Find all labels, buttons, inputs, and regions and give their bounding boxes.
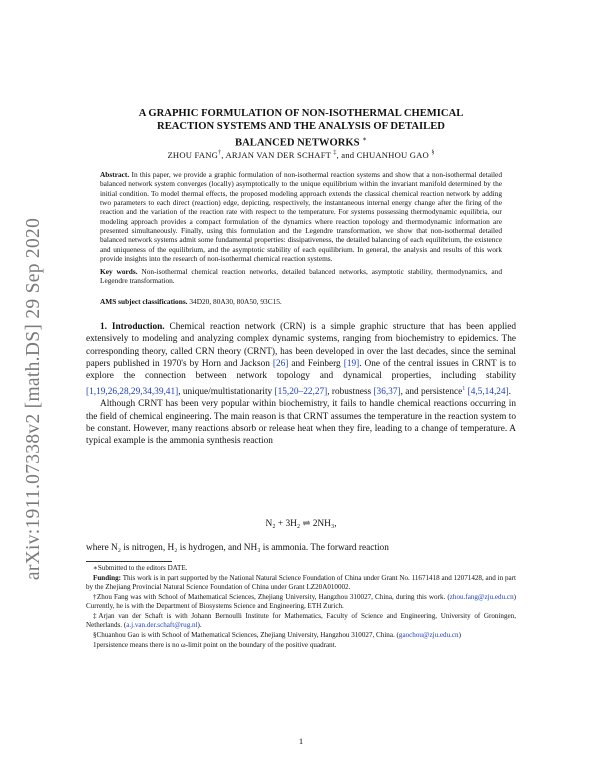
title-line-3-text: BALANCED NETWORKS — [235, 137, 360, 149]
intro-text: , and persistence — [400, 386, 463, 397]
title-line-1: A GRAPHIC FORMULATION OF NON-ISOTHERMAL CHEMICAL — [138, 108, 464, 119]
footnotes — [86, 564, 516, 650]
keywords-label: Key words. — [100, 267, 138, 276]
ams-text: 34D20, 80A30, 80A50, 93C15. — [189, 297, 282, 306]
author-1: ZHOU FANG — [167, 150, 219, 160]
email-link[interactable]: gaochou@zju.edu.cn — [398, 630, 459, 639]
citation-link[interactable]: [4,5,14,24] — [467, 386, 509, 397]
abstract-text: In this paper, we provide a graphic formulation of non-isothermal reaction systems and show that a non-isothermal detailed balanced network system converges (locally) asymptotically to the unique equilibrium within the invariant manifold determined by the initial condition. To model thermal effects, the proposed modeling approach extends the classical chemical reaction network by adding two parameters to each direct (reaction) edge, depicting, respectively, the instantaneous internal energy change after the firing of the reaction and the variation of the reaction rate with respect to the temperature. For systems possessing thermodynamic equilibria, our modeling approach provides a compact formulation of the dynamics where reaction topology and thermodynamic information are presented simultaneously. Finally, using this formulation and the Legendre transformation, we show that non-isothermal detailed balanced network systems admit some fundamental properties: dissipativeness, the detailed balancing of each equilibrium, the existence and uniqueness of the equilibrium, and the asymptotic stability of each equilibrium. In general, the analysis and results of this work provide insights into the research of non-isothermal chemical reaction systems. — [100, 170, 502, 264]
funding-label: Funding: — [93, 573, 121, 582]
footnote-author-1 — [86, 593, 516, 612]
footnote-ref[interactable]: 1 — [462, 385, 466, 392]
page-number: 1 — [298, 736, 304, 746]
footnote-text: ‡Arjan van der Schaft is with Johann Bernoulli Institute for Mathematics, Faculty of Science and Engineering, University of Groningen, Netherlands. ( — [86, 611, 516, 629]
funding-text: This work is in part supported by the National Natural Science Foundation of China under Grant No. 11671418 and 12071428, and in part by the Zhejiang Provincial Natural Science Foundation of China under Grant LZ20A010002. — [86, 573, 516, 591]
arxiv-watermark: arXiv:1911.07338v2 [math.DS] 29 Sep 2020 — [23, 217, 44, 581]
title-line-2: REACTION SYSTEMS AND THE ANALYSIS OF DETAILED — [157, 120, 445, 132]
footnote-author-2 — [86, 612, 516, 631]
keywords-text: Non-isothermal chemical reaction networks, detailed balanced networks, asymptotic stability, thermodynamics, and Legendre transformation. — [100, 267, 502, 286]
introduction-section — [86, 321, 516, 448]
abstract — [100, 170, 502, 263]
section-heading: 1. Introduction. — [100, 322, 165, 332]
footnote-text: ). — [197, 621, 202, 629]
intro-text: Chemical reaction network (CRN) is a simple graphic structure that has been applied extensively to modeling and analyzing complex dynamic systems, ranging from biochemistry to epidemics. The corresponding theory, called CRN theory (CRNT), has been developed in over the last decades, since the seminal papers published in 1970's by Horn and Jackson — [86, 322, 517, 370]
citation-link[interactable]: [19] — [343, 359, 360, 370]
title-footnote-mark: ∗ — [362, 135, 367, 144]
keywords — [100, 267, 502, 286]
intro-paragraph-1 — [86, 321, 516, 398]
footnote-submitted: ∗Submitted to the editors DATE. — [93, 564, 188, 572]
author-1-mark: † — [218, 150, 222, 157]
email-link[interactable]: a.j.van.der.schaft@rug.nl — [126, 621, 198, 629]
author-3-mark: § — [431, 150, 435, 157]
intro-paragraph-2: Although CRNT has been very popular within biochemistry, it fails to handle chemical reactions occurring in the field of chemical engineering. The main reason is that CRNT assumes the temperature in the reaction system to be constant. However, many reactions absorb or release heat when they fire, leading to a change of temperature. A typical example is the ammonia synthesis reaction — [86, 399, 516, 447]
citation-link[interactable]: [15,20–22,27] — [274, 386, 328, 397]
footnote-funding — [86, 574, 516, 593]
citation-link[interactable]: [26] — [272, 359, 289, 370]
footnote-author-3 — [86, 631, 516, 640]
email-link[interactable]: zhou.fang@zju.edu.cn — [449, 592, 514, 601]
footnote-rule — [86, 561, 172, 562]
post-equation-text: where N₂ is nitrogen, H₂ is hydrogen, and NH₃ is ammonia. The forward reaction — [86, 543, 389, 553]
ams-label: AMS subject classifications. — [100, 297, 188, 306]
paper-title — [86, 108, 516, 150]
author-sep-1: , — [221, 150, 226, 160]
intro-text: , unique/multistationarity — [178, 386, 275, 397]
citation-link[interactable]: [1,19,26,28,29,34,39,41] — [86, 386, 179, 397]
author-sep-2: , and — [336, 150, 357, 160]
intro-text: , robustness — [327, 386, 374, 397]
footnote-text: ) — [458, 630, 461, 639]
abstract-label: Abstract. — [100, 170, 130, 179]
footnote-text: ) Currently, he is with the Department of Biosystems Science and Engineering, ETH Zurich. — [86, 592, 516, 610]
footnote-persistence: 1persistence means there is no ω-limit point on the boundary of the positive quadrant. — [93, 640, 337, 649]
author-2: ARJAN VAN DER SCHAFT — [225, 150, 331, 160]
author-2-mark: ‡ — [333, 150, 337, 157]
reaction-equation: N₂ + 3H₂ ⇌ 2NH₃, — [265, 519, 337, 529]
intro-text: and Feinberg — [288, 359, 344, 370]
author-3: CHUANHOU GAO — [356, 150, 429, 160]
ams-classifications — [100, 297, 502, 306]
footnote-text: §Chuanhou Gao is with School of Mathematical Sciences, Zhejiang University, Hangzhou 310027, China. ( — [93, 630, 399, 639]
title-line-3 — [86, 133, 516, 150]
intro-text: . One of the central issues in CRNT is to explore the connection between network topology and dynamical properties, including stability — [86, 359, 517, 382]
intro-text: . — [508, 386, 511, 397]
citation-link[interactable]: [36,37] — [373, 386, 401, 397]
footnote-text: †Zhou Fang was with School of Mathematical Sciences, Zhejiang University, Hangzhou 310027, China, during this work. ( — [93, 592, 450, 601]
author-list — [86, 150, 516, 160]
